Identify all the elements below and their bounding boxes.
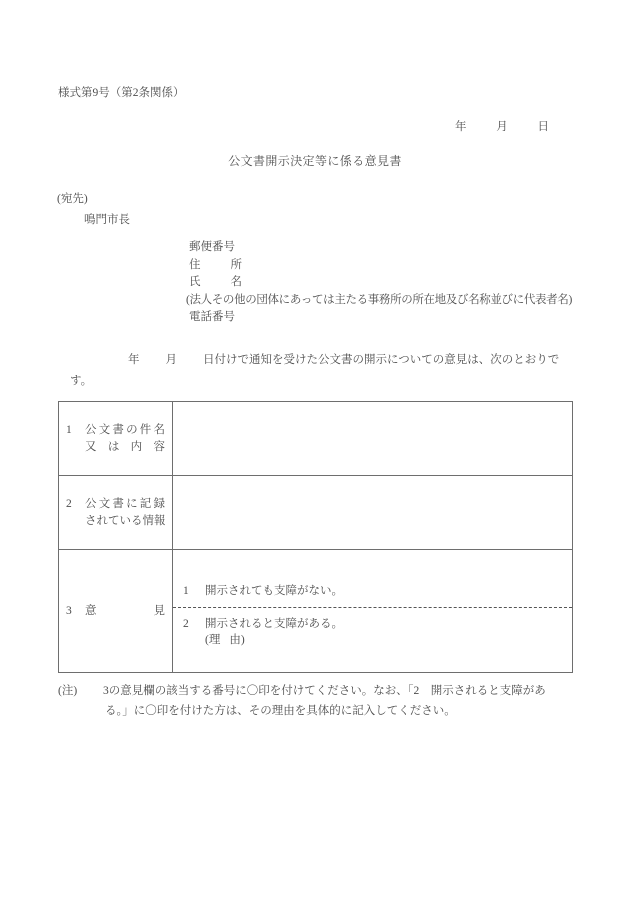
addressee-name: 鳴門市長 xyxy=(84,214,130,226)
row-1-ch-2: 文 xyxy=(98,423,111,436)
reason-open-paren: (理 xyxy=(205,634,221,646)
document-title: 公文書開示決定等に係る意見書 xyxy=(228,154,402,168)
row-3-number: 3 xyxy=(66,604,72,617)
row-1-ch-6: 名 xyxy=(153,423,165,436)
opinion-option-2-number: 2 xyxy=(183,617,189,630)
opinion-option-2[interactable] xyxy=(173,608,572,649)
reason-label xyxy=(205,632,572,649)
row-3-label-line xyxy=(66,603,165,620)
row-1-label-line-1 xyxy=(66,422,165,439)
opinion-option-2-line xyxy=(183,616,572,633)
address-label-row xyxy=(189,257,572,275)
row-3-label-text xyxy=(85,603,165,620)
footnote-line-1: 3の意見欄の該当する番号に〇印を付けてください。なお、「2 開示されると支障があ xyxy=(103,685,546,697)
row-2-value-cell[interactable] xyxy=(173,476,573,550)
name-label-char2: 名 xyxy=(230,276,242,288)
row-1-number: 1 xyxy=(66,423,72,436)
footnote-line-2: る。」に〇印を付けた方は、その理由を具体的に記入してください。 xyxy=(105,705,456,717)
row-1-label-text-2 xyxy=(85,439,165,456)
row-1-ch-9: 内 xyxy=(130,440,143,453)
address-label-char1: 住 xyxy=(189,258,201,271)
table-row xyxy=(59,476,573,550)
row-1-ch-3: 書 xyxy=(112,423,124,436)
corporate-entity-note: (法人その他の団体にあっては主たる事務所の所在地及び名称並びに代表者名) xyxy=(186,293,572,306)
opinion-option-1-text: 開示されても支障がない。 xyxy=(205,584,343,597)
row-1-ch-4: の xyxy=(126,423,138,436)
row-1-label-line-2 xyxy=(66,439,165,456)
row-2-label-text-1 xyxy=(85,496,165,513)
date-day-label: 日 xyxy=(537,121,549,133)
phone-number-label: 電話番号 xyxy=(189,311,235,323)
row-1-ch-5: 件 xyxy=(139,423,152,436)
footnote-marker: (注) xyxy=(58,685,78,697)
row-2-ch-5: 記 xyxy=(139,497,152,510)
row-3-value-cell xyxy=(173,550,573,673)
opinion-option-1-number: 1 xyxy=(183,584,189,597)
row-3-label xyxy=(59,603,172,620)
intro-year-label: 年 xyxy=(128,354,140,366)
row-1-label-text-1 xyxy=(85,422,165,439)
table-row xyxy=(59,402,573,476)
date-line xyxy=(455,118,549,134)
applicant-info-block xyxy=(186,239,572,327)
addressee-label: (宛先) xyxy=(57,193,88,205)
opinion-form-table xyxy=(58,401,573,673)
row-2-ch-2: 文 xyxy=(98,497,111,510)
row-2-number-pad xyxy=(66,513,85,530)
row-2-label-line-2 xyxy=(66,513,165,530)
row-2-ch-6: 録 xyxy=(153,497,165,510)
table-row xyxy=(59,550,573,673)
opinion-option-2-text: 開示されると支障がある。 xyxy=(205,617,343,630)
row-2-label-line-1 xyxy=(66,496,165,513)
row-2-label-cell xyxy=(59,476,173,550)
footnote xyxy=(58,681,586,721)
name-label-row xyxy=(189,274,572,292)
row-1-value-cell[interactable] xyxy=(173,402,573,476)
row-1-ch-10: 容 xyxy=(153,440,165,453)
form-number: 様式第9号（第2条関係） xyxy=(58,87,185,99)
intro-text: 日付けで通知を受けた公文書の開示についての意見は、次のとおりで xyxy=(203,354,560,366)
date-month-label: 月 xyxy=(496,121,508,133)
row-2-number: 2 xyxy=(66,497,72,510)
intro-text-continued: す。 xyxy=(70,375,93,387)
row-3-label-cell xyxy=(59,550,173,673)
row-1-label-cell xyxy=(59,402,173,476)
opinion-option-1[interactable] xyxy=(173,574,572,608)
row-1-ch-1: 公 xyxy=(85,423,97,436)
row-2-ch-4: に xyxy=(126,497,138,510)
row-1-number-pad xyxy=(66,439,85,456)
name-label-char1: 氏 xyxy=(189,276,201,288)
row-2-label-text-2: されている情報 xyxy=(85,514,166,527)
intro-paragraph xyxy=(58,350,580,392)
address-label-char2: 所 xyxy=(230,258,242,271)
reason-close-paren: 由) xyxy=(229,634,245,646)
row-2-ch-3: 書 xyxy=(112,497,124,510)
row-1-ch-8: は xyxy=(107,440,120,453)
row-3-ch-1: 意 xyxy=(85,604,97,617)
row-1-ch-7: 又 xyxy=(85,440,97,453)
intro-month-label: 月 xyxy=(165,354,177,366)
row-1-label xyxy=(59,422,172,456)
row-3-ch-2: 見 xyxy=(153,604,165,617)
row-2-ch-1: 公 xyxy=(85,497,97,510)
postal-code-label: 郵便番号 xyxy=(189,241,235,253)
date-year-label: 年 xyxy=(455,121,467,133)
row-2-label xyxy=(59,496,172,530)
